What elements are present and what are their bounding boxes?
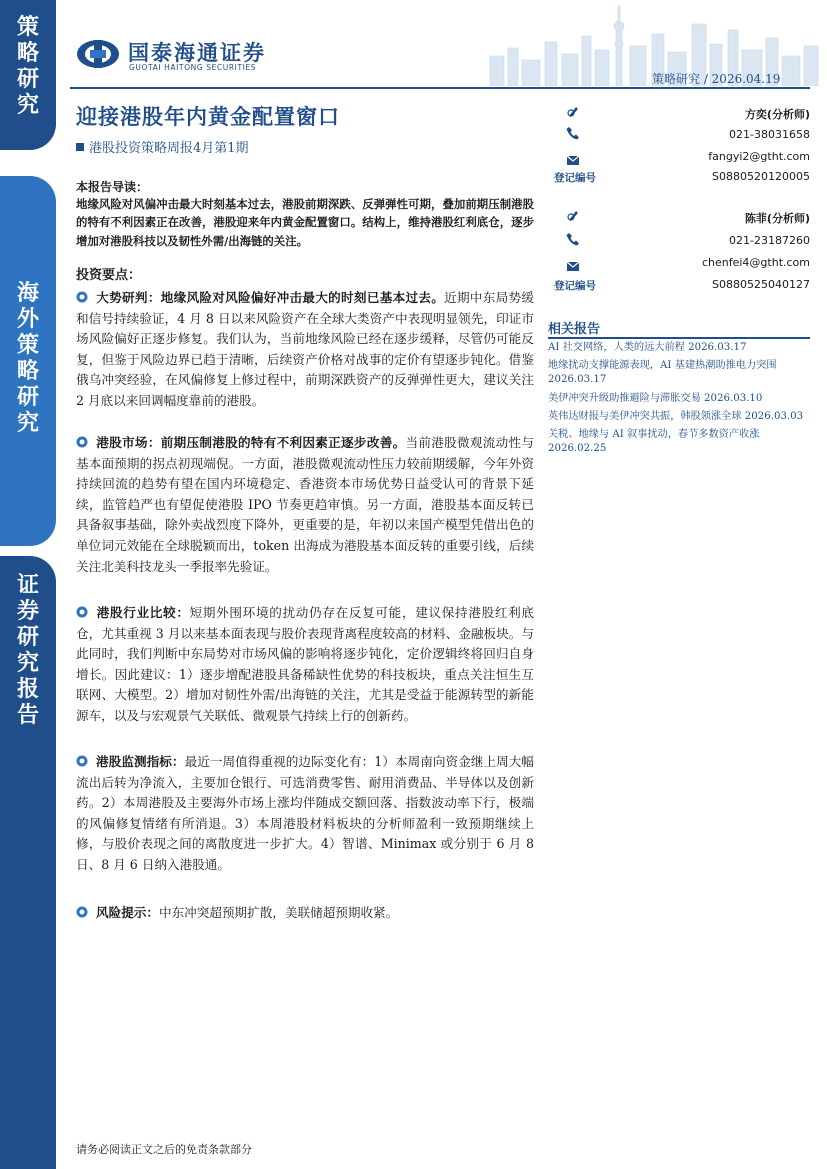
investment-point bbox=[76, 903, 534, 924]
point-body: 短期外围环境的扰动仍存在反复可能，建议保持港股红利底仓，尤其重视 3 月以来基本面表现与股价表现背离程度较高的材料、金融板块。与此同时，我们判断中东局势对市场风偏的影响将逐步钝化，定价逻辑终将回归自身增长。因此建议：1）逐步增配港股具备稀缺性优势的科技板块，重点关注恒生互联网、大模型。2）增加对韧性外需/出海链的关注，尤其是受益于能源转型的新能源车，以及与宏观景气关联低、微观景气持续上行的创新药。 bbox=[76, 605, 535, 723]
diamond-bullet-icon bbox=[76, 906, 88, 918]
point-lead: 风险提示： bbox=[96, 905, 159, 920]
side-char: 证 bbox=[16, 572, 39, 598]
email-icon bbox=[566, 153, 580, 167]
related-report-link[interactable]: 美伊冲突升级助推避险与滞胀交易 2026.03.10 bbox=[548, 392, 763, 404]
pen-icon bbox=[566, 104, 580, 118]
side-char: 券 bbox=[16, 598, 39, 624]
point-lead: 大势研判：地缘风险对风险偏好冲击最大的时刻已基本过去。 bbox=[96, 290, 445, 305]
diamond-bullet-icon bbox=[76, 436, 88, 448]
investment-point bbox=[76, 433, 534, 577]
side-char: 策 bbox=[16, 14, 39, 40]
point-lead: 港股市场：前期压制港股的特有不利因素正逐步改善。 bbox=[96, 435, 406, 450]
subtitle-text: 港股投资策略周报4月第1期 bbox=[89, 141, 249, 156]
related-report-link[interactable]: AI 社交网络，人类的远大前程 2026.03.17 bbox=[548, 342, 747, 353]
side-char: 研 bbox=[16, 66, 39, 92]
pen-icon bbox=[566, 208, 580, 222]
report-category-date: 策略研究 / 2026.04.19 bbox=[652, 72, 781, 86]
analyst-reg-no: S0880525040127 bbox=[712, 278, 810, 291]
related-reports-list bbox=[548, 341, 810, 460]
side-char: 究 bbox=[16, 650, 39, 676]
side-char: 策 bbox=[16, 332, 39, 358]
side-char: 外 bbox=[16, 306, 39, 332]
side-band bbox=[0, 0, 56, 1169]
side-char: 究 bbox=[16, 92, 39, 118]
analyst-name: 陈菲(分析师) bbox=[744, 212, 810, 225]
phone-icon bbox=[566, 232, 580, 246]
diamond-bullet-icon bbox=[76, 291, 88, 303]
side-char: 略 bbox=[16, 358, 39, 384]
related-report-link[interactable]: 地缘扰动支撑能源表现，AI 基建热潮助推电力突围 2026.03.17 bbox=[548, 360, 777, 386]
investment-point bbox=[76, 288, 534, 412]
report-subtitle bbox=[76, 137, 249, 156]
analyst-reg-row bbox=[548, 276, 810, 294]
point-body: 最近一周值得重视的边际变化有：1）本周南向资金继上周大幅流出后转为净流入，主要加仓银行、可选消费零售、耐用消费品、半导体以及创新药。2）本周港股及主要海外市场上涨均伴随成交额回落、指数波动率下行，极端的风偏修复情绪有所消退。3）本周港股材料板块的分析师盈利一致预期继续上修，与股价表现之间的离散度进一步扩大。4）智谱、Minimax 或分别于 6 月 8 日、8 月 6 日纳入港股通。 bbox=[76, 754, 535, 872]
analyst-name-row bbox=[548, 104, 810, 122]
side-char: 报 bbox=[16, 676, 39, 702]
side-char: 海 bbox=[16, 280, 39, 306]
analyst-email[interactable]: fangyi2@gtht.com bbox=[708, 150, 810, 163]
reg-label: 登记编号 bbox=[554, 280, 596, 292]
analyst-email[interactable]: chenfei4@gtht.com bbox=[701, 256, 810, 269]
company-name-cn: 国泰海通证券 bbox=[128, 41, 266, 65]
email-icon bbox=[566, 259, 580, 273]
square-bullet-icon bbox=[76, 143, 84, 151]
related-report-link[interactable]: 关税、地缘与 AI 叙事扰动，春节多数资产收涨 2026.02.25 bbox=[548, 429, 760, 455]
company-logo-icon bbox=[76, 39, 120, 69]
point-lead: 港股监测指标： bbox=[96, 754, 185, 769]
phone-icon bbox=[566, 126, 580, 140]
analyst-card bbox=[548, 104, 810, 184]
intro-title: 本报告导读： bbox=[76, 180, 149, 194]
side-char: 研 bbox=[16, 624, 39, 650]
side-char: 究 bbox=[16, 410, 39, 436]
point-body: 中东冲突超预期扩散，美联储超预期收紧。 bbox=[158, 905, 399, 920]
analyst-phone: 021-38031658 bbox=[729, 128, 810, 141]
related-report-link[interactable]: 英伟达财报与美伊冲突共振，韩股领涨全球 2026.03.03 bbox=[548, 410, 804, 422]
analyst-email-row bbox=[548, 254, 810, 272]
investment-point bbox=[76, 752, 534, 876]
related-reports-divider bbox=[548, 337, 810, 339]
analyst-name-row bbox=[548, 208, 810, 226]
side-char: 研 bbox=[16, 384, 39, 410]
diamond-bullet-icon bbox=[76, 755, 88, 767]
analyst-name: 方奕(分析师) bbox=[744, 108, 810, 121]
analyst-phone: 021-23187260 bbox=[729, 234, 810, 247]
side-label-overseas bbox=[0, 176, 56, 546]
side-char: 告 bbox=[16, 702, 39, 728]
analyst-phone-row bbox=[548, 232, 810, 250]
point-lead: 港股行业比较： bbox=[96, 605, 190, 620]
company-name-en: GUOTAI HAITONG SECURITIES bbox=[129, 63, 257, 72]
related-reports-title: 相关报告 bbox=[548, 322, 601, 337]
diamond-bullet-icon bbox=[76, 606, 88, 618]
reg-label: 登记编号 bbox=[554, 172, 596, 184]
point-body: 当前港股微观流动性与基本面预期的拐点初现端倪。一方面，港股微观流动性压力较前期缓解，今年外资持续回流的趋势有望在国内环境稳定、香港资本市场优势日益受认可的背景下延续，监管趋严也有望促使港股 IPO 节奏更趋审慎。另一方面，港股基本面反转已具备叙事基础，除外卖战烈度下降外，更重要的是，年初以来国产模型凭借出色的单位词元效能在全球脱颖而出，token 出海成为港股基本面反转的重要引线，后续关注北美科技龙头一季报率先验证。 bbox=[76, 435, 535, 574]
analyst-reg-no: S0880520120005 bbox=[712, 170, 810, 183]
analyst-reg-row bbox=[548, 168, 810, 186]
report-title: 迎接港股年内黄金配置窗口 bbox=[76, 104, 340, 129]
side-label-report bbox=[0, 556, 56, 1169]
side-char: 略 bbox=[16, 40, 39, 66]
analyst-phone-row bbox=[548, 126, 810, 144]
side-label-strategy bbox=[0, 0, 56, 150]
intro-body: 地缘风险对风偏冲击最大时刻基本过去，港股前期深跌、反弹弹性可期，叠加前期压制港股的特有不利因素正在改善，港股迎来年内黄金配置窗口。结构上，维持港股红利底仓，逐步增加对港股科技以及韧性外需/出海链的关注。 bbox=[76, 197, 534, 248]
point-body: 近期中东局势缓和信号持续验证，4 月 8 日以来风险资产在全球大类资产中表现明显领先，印证市场风险偏好正逐步修复。我们认为，当前地缘风险已经在逐步缓释，尽管仍可能反复，但鉴于风险边界已趋于清晰，后续资产价格对战事的定价有望逐步钝化。借鉴俄乌冲突经验，在风偏修复上修过程中，前期深跌资产的反弹弹性更大，建议关注 2 月底以来回调幅度靠前的港股。 bbox=[76, 290, 535, 408]
disclaimer-footer: 请务必阅读正文之后的免责条款部分 bbox=[76, 1143, 252, 1156]
header-divider bbox=[70, 87, 810, 89]
points-title: 投资要点： bbox=[76, 268, 142, 283]
analyst-card bbox=[548, 208, 810, 292]
analyst-email-row bbox=[548, 148, 810, 166]
investment-point bbox=[76, 603, 534, 727]
